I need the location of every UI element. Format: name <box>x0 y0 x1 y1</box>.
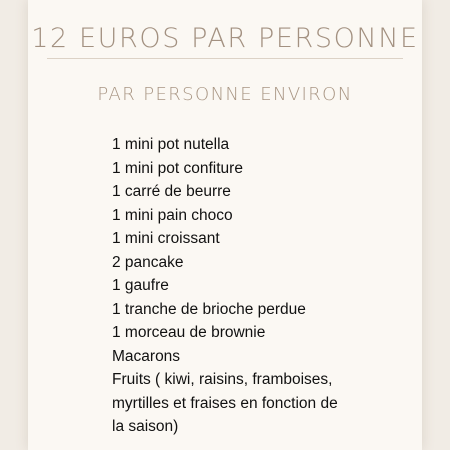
list-item: 1 morceau de brownie <box>112 324 266 341</box>
menu-card <box>28 0 422 450</box>
page-title: 12 EUROS PAR PERSONNE <box>31 23 419 54</box>
list-item: 1 gaufre <box>112 277 169 294</box>
list-item: 1 tranche de brioche perdue <box>112 300 306 318</box>
list-item: 1 mini pain choco <box>112 206 233 224</box>
list-item: Fruits ( kiwi, raisins, framboises, <box>112 371 333 388</box>
list-item: 2 pancake <box>112 253 184 271</box>
title-divider <box>47 58 403 59</box>
list-item: Macarons <box>112 347 181 365</box>
list-item: 1 mini pot confiture <box>112 159 243 177</box>
list-item: la saison) <box>112 418 179 435</box>
subtitle: PAR PERSONNE ENVIRON <box>97 84 353 105</box>
list-item: 1 mini croissant <box>112 230 220 247</box>
list-item: 1 mini pot nutella <box>112 136 230 153</box>
list-item: myrtilles et fraises en fonction de <box>112 394 338 412</box>
list-item: 1 carré de beurre <box>112 183 231 200</box>
item-list <box>112 133 372 439</box>
